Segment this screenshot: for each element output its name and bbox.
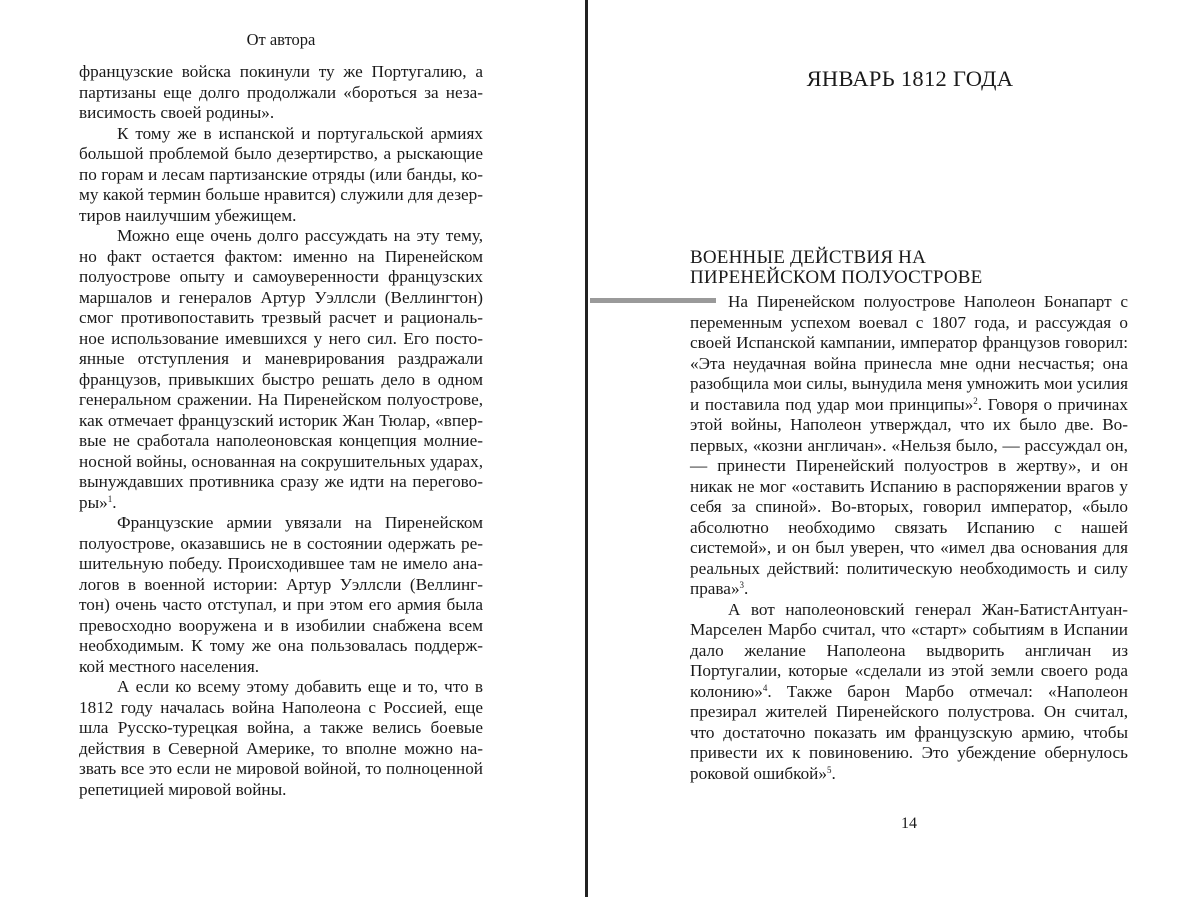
paragraph-text: одни несчастья; она разобщила мои силы, вынудила: [690, 353, 1128, 393]
paragraph-text: Антуан-Марселен Марбо считал, что «старт» событиям: [690, 599, 1128, 639]
book-gutter: [585, 0, 588, 897]
paragraph: [79, 226, 483, 513]
paragraph-text: у себя за спиной». Во-вторых, говорил император, «бы: [690, 476, 1128, 516]
paragraph-text: в Испании дало желание Наполеона выдворить англи: [690, 620, 1129, 660]
left-text-column: [79, 62, 483, 800]
paragraph-text: Французские армии увязали на Пиренейском полуострове, оказавшись не в состоянии одержать решительную победу. Происходившее там не имело аналогов в военной истории: Артур Уэллсли (Веллингтон) очень часто отступал, и при этом его армия была превосходно вооружена и в изобилии снабжена всем необходимым. К тому же она пользовалась поддержкой местного населения.: [79, 513, 483, 676]
section-title-line-2: ПИРЕНЕЙСКОМ ПОЛУОСТРОВЕ: [690, 267, 983, 288]
paragraph: [690, 292, 1128, 600]
paragraph-text: для реальных действий: политическую необходимость: [690, 538, 1128, 578]
paragraph: [79, 124, 483, 227]
paragraph-text: своего рода колонию»: [690, 661, 1128, 701]
paragraph-text: сти Пиренейский полуостров в жертву», и он никак: [690, 456, 1128, 496]
right-page: [590, 0, 1177, 897]
right-text-column: [690, 292, 1128, 784]
chapter-title: ЯНВАРЬ 1812 ГОДА: [806, 66, 1014, 91]
paragraph-text: суждая о своей Испанской кампании, император фран: [690, 312, 1128, 352]
paragraph-text: принципы»: [889, 394, 974, 414]
running-head: От автора: [246, 30, 316, 49]
paragraph-text: ло абсолютно необходимо связать Испанию с нашей: [690, 497, 1128, 537]
footnote-marker: 4: [762, 682, 768, 693]
paragraph-text: На Пиренейском полуострове Наполеон Бона: [728, 292, 1079, 311]
section-title: [690, 248, 1110, 288]
paragraph-text: А если ко всему этому добавить еще и то, что в 1812 году началась война Наполеона с Россией, еще шла Русско-турецкая война, а также велись боевые действия в Северной Америке, то вполне можно назвать все это если не мировой войной, то полноценной репетицией мировой войны.: [79, 677, 483, 799]
paragraph: [79, 62, 483, 124]
paragraph: [79, 677, 483, 800]
paragraph-text: и силу права»: [690, 558, 1128, 598]
footnote-marker: 2: [973, 395, 978, 406]
paragraph-text: .: [831, 763, 836, 783]
paragraph-text: Можно еще очень долго рассуждать на эту тему, но факт остается фактом: именно на Пиренейском полуострове опыту и самоуверенности французских маршалов и генералов Артур Уэллсли (Веллингтон) смог противопоставить трезвый расчет и рациональное использование имевшихся у него сил. Его постоянные отступления и маневрирования раздражали французов, привыкших быстро решать дело в одном генеральном сражении. На Пиренейском полуострове, как отмечает французский историк Жан Тюлар, «впервые не сработала наполеоновская концепция молниеносной войны, основанная на сокрушительных ударах, вынуждавших противника сразу же идти на переговоры»: [79, 226, 483, 512]
footnote-marker: 3: [739, 580, 745, 590]
paragraph-text: . Также барон Марбо отмечал:: [767, 681, 1049, 701]
paragraph-text: не мог «оставить Испанию в распоряжении врагов: [737, 476, 1120, 496]
paragraph-text: французские войска покинули ту же Португалию, а партизаны еще долго продолжали «бороться за независимость своей родины».: [79, 62, 483, 122]
left-page: [0, 0, 586, 897]
paragraph-text: меня умножить мои усилия и поставила под удар мои: [690, 374, 1128, 414]
paragraph-text: цузов говорил: «Эта неудачная война принесла мне: [690, 333, 1128, 373]
footnote-marker: 5: [826, 764, 832, 775]
paragraph-tail: .: [112, 492, 117, 512]
paragraph-text: чан из Португалии, которые «сделали из этой земли: [690, 640, 1128, 680]
section-title-line-1: ВОЕННЫЕ ДЕЙСТВИЯ НА: [690, 247, 926, 268]
footnote-marker: 1: [107, 493, 113, 504]
paragraph-text: парт с переменным успехом воевал с 1807 года, и рас: [690, 292, 1128, 332]
paragraph-text: К тому же в испанской и португальской армиях большой проблемой было дезертирство, а рыскающие по горам и лесам партизанские отряды (или банды, кому какой термин больше нравится) служили для дезертиров наилучшим убежищем.: [79, 123, 483, 225]
paragraph-text: строва. Он считал, что достаточно показать им фран: [690, 702, 1128, 742]
paragraph: [79, 513, 483, 677]
paragraph-text: системой», и он был уверен, что «имел два основания: [690, 538, 1103, 557]
paragraph-text: .: [744, 579, 749, 598]
paragraph-text: . Говоря о причинах этой войны, Напо: [690, 394, 1128, 434]
paragraph-text: «Наполеон презирал жителей Пиренейского полу: [690, 681, 1128, 721]
paragraph-text: Это убеждение обернулось роковой ошибкой»: [690, 743, 1128, 783]
paragraph-text: леон утверждал, что их было две. Во-первых, «козни: [690, 415, 1129, 455]
paragraph-text: англичан». «Нельзя было, — рассуждал он, — прине: [690, 435, 1128, 475]
paragraph-text: цузскую армию, чтобы привести их к повиновению.: [690, 722, 1128, 762]
page-number: 14: [901, 815, 917, 832]
paragraph-text: А вот наполеоновский генерал Жан-Батист: [728, 599, 1069, 619]
paragraph: [690, 600, 1128, 785]
